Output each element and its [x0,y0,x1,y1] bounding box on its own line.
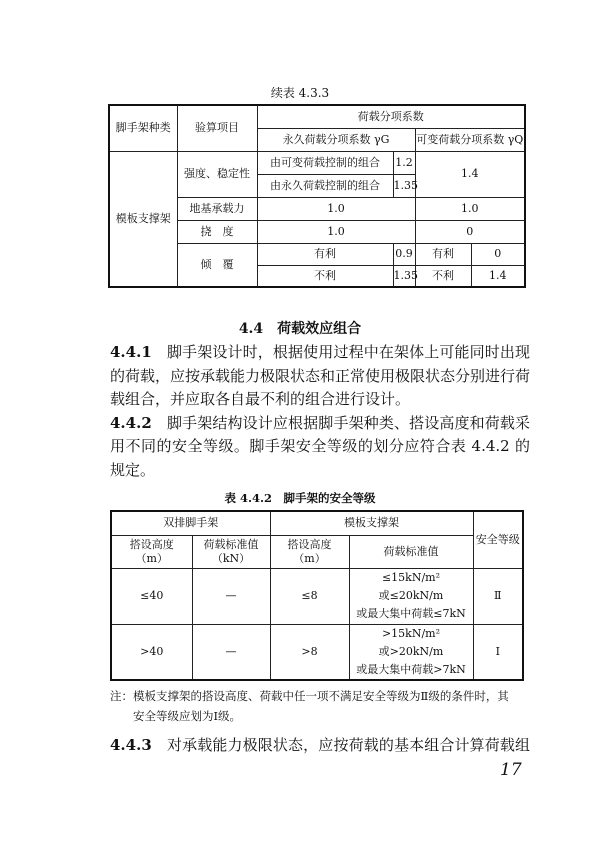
page-number: 17 [500,760,522,780]
header-factor: 荷载分项系数 [257,105,525,128]
cell: 地基承载力 [177,197,257,220]
clause-number: 4.4.1 [110,343,152,361]
clause-number: 4.4.3 [110,736,152,754]
cell [349,568,473,624]
cell: 1.0 [257,197,415,220]
cell: 倾 覆 [177,243,257,287]
header-formwork: 模板支撑架 [270,511,473,535]
cell: 由永久荷载控制的组合 [257,174,393,197]
type-cell: 模板支撑架 [109,151,177,287]
cell: 不利 [415,265,471,287]
cell: 1.4 [471,265,525,287]
text: 或最大集中荷载>7kN [356,662,466,676]
header-variable: 可变荷载分项系数 γQ [415,128,525,151]
cell: 1.0 [257,220,415,243]
cell: 0 [415,220,525,243]
cell: ≤8 [270,568,349,624]
table-4-4-2 [110,510,524,681]
table-row [111,568,523,624]
header-grade: 安全等级 [473,511,523,568]
text: 搭设高度 [287,537,332,551]
text: ≤15kN/m² [381,571,441,584]
cell: >8 [270,624,349,680]
cell: 0.9 [393,243,415,265]
text-line: 规定。 [110,460,156,479]
text-line: 用不同的安全等级。脚手架安全等级的划分应符合表 4.4.2 的 [110,437,530,455]
cell: ≤40 [111,568,192,624]
text: 荷载标准值 [203,537,259,551]
table-row [111,624,523,680]
text: 搭设高度 [129,537,174,551]
note-line: 安全等级应划为Ⅰ级。 [133,709,242,723]
paragraph-4-4-1 [110,341,530,482]
cell: 荷载标准值 [349,535,473,568]
cell [270,535,349,568]
cell [111,535,192,568]
cell: 0 [471,243,525,265]
text-line: 脚手架结构设计应根据脚手架种类、搭设高度和荷载采 [151,413,530,432]
table-4-3-3-caption: 续表 4.3.3 [270,86,330,100]
text-line: 脚手架设计时，根据使用过程中在架体上可能同时出现 [151,343,530,361]
text: >15kN/m² [381,626,441,640]
paragraph-4-4-3 [110,734,530,758]
cell: Ⅱ [473,568,523,624]
table-4-4-2-caption: 表 4.4.2 脚手架的安全等级 [224,491,376,505]
header-type: 脚手架种类 [109,105,177,151]
cell: 1.35 [393,174,415,197]
text: （m） [293,551,326,565]
cell [349,624,473,680]
cell: 由可变荷载控制的组合 [257,151,393,174]
text: （kN） [211,551,251,565]
cell: 不利 [257,265,393,287]
cell: 1.0 [415,197,525,220]
text-line: 载组合，并应取各自最不利的组合进行设计。 [110,390,411,408]
header-permanent: 永久荷载分项系数 γG [257,128,415,151]
table-note [110,686,509,726]
cell: 有利 [415,243,471,265]
cell: 1.2 [393,151,415,174]
cell: Ⅰ [473,624,523,680]
cell: — [192,624,270,680]
table-4-3-3 [108,104,526,288]
strength-cell: 强度、稳定性 [177,151,257,197]
text-line: 对承载能力极限状态，应按荷载的基本组合计算荷载组 [151,736,530,754]
cell: 1.4 [415,151,525,197]
header-double-scaffold: 双排脚手架 [111,511,270,535]
cell [192,535,270,568]
text: 或>20kN/m [378,644,444,658]
section-title: 4.4 荷载效应组合 [238,321,362,337]
cell: — [192,568,270,624]
cell: 1.35 [393,265,415,287]
text: 或最大集中荷载≤7kN [356,607,466,620]
text: （m） [135,551,168,565]
header-item: 验算项目 [177,105,257,151]
text-line: 的荷载，应按承载能力极限状态和正常使用极限状态分别进行荷 [110,366,531,385]
cell: 挠 度 [177,220,257,243]
text: 或≤20kN/m [378,589,444,602]
cell: >40 [111,624,192,680]
note-line: 注：模板支撑架的搭设高度、荷载中任一项不满足安全等级为Ⅱ级的条件时，其 [110,689,509,703]
cell: 有利 [257,243,393,265]
clause-number: 4.4.2 [110,413,152,432]
